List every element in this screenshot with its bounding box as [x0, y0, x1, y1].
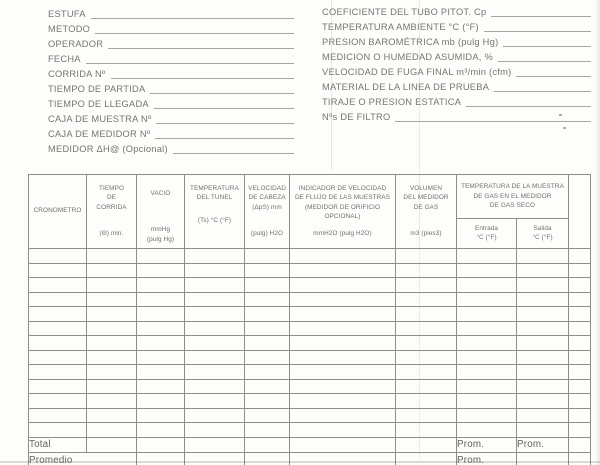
empty-cell[interactable]: [517, 365, 569, 380]
empty-cell[interactable]: [185, 321, 245, 336]
empty-cell[interactable]: [137, 336, 185, 351]
empty-cell[interactable]: [517, 452, 569, 465]
fill-line[interactable]: [484, 21, 591, 32]
fill-line[interactable]: [108, 38, 294, 49]
empty-cell[interactable]: [457, 423, 517, 438]
table-row: [29, 394, 591, 409]
empty-cell[interactable]: [569, 278, 591, 293]
field-tiempo-llegada: [48, 96, 294, 111]
scan-speck: [563, 127, 566, 129]
fill-line[interactable]: [494, 81, 591, 92]
data-table: [28, 174, 591, 465]
empty-cell[interactable]: [396, 423, 457, 438]
empty-cell[interactable]: [457, 394, 517, 409]
empty-cell[interactable]: [185, 365, 245, 380]
empty-cell[interactable]: [245, 423, 290, 438]
empty-cell[interactable]: [290, 394, 396, 409]
header-text: TEMPERATURA DEL TUNEL: [190, 184, 239, 201]
empty-cell[interactable]: [396, 292, 457, 307]
table-row: [29, 365, 591, 380]
empty-cell[interactable]: [457, 278, 517, 293]
empty-cell[interactable]: [290, 307, 396, 322]
header-unit: mmHg (pulg Hg): [146, 226, 175, 243]
fill-line[interactable]: [173, 143, 294, 154]
header-text: CRONOMETRO: [33, 207, 82, 215]
empty-cell[interactable]: [137, 379, 185, 394]
empty-cell[interactable]: [569, 394, 591, 409]
empty-cell[interactable]: [569, 423, 591, 438]
empty-cell[interactable]: [457, 408, 517, 423]
empty-cell[interactable]: [29, 408, 87, 423]
form-right-column: [322, 4, 591, 124]
form-left-column: [48, 6, 294, 156]
empty-cell[interactable]: [87, 263, 137, 278]
field-label: FECHA: [48, 54, 81, 64]
table-row: [29, 263, 591, 278]
empty-cell[interactable]: [87, 336, 137, 351]
empty-cell[interactable]: [457, 249, 517, 264]
field-presion-barometrica: [322, 34, 591, 49]
col-header-blank: [569, 175, 591, 249]
fill-line[interactable]: [498, 51, 591, 62]
empty-cell[interactable]: [87, 307, 137, 322]
empty-cell[interactable]: [137, 278, 185, 293]
empty-cell[interactable]: [569, 292, 591, 307]
header-unit: (Ts) °C (°F): [197, 216, 232, 224]
field-label: METODO: [48, 24, 91, 34]
empty-cell[interactable]: [569, 350, 591, 365]
col-header-temp-muestra-group: [457, 175, 569, 219]
empty-cell[interactable]: [290, 278, 396, 293]
field-label: OPERADOR: [48, 39, 104, 49]
empty-cell[interactable]: [245, 365, 290, 380]
empty-cell[interactable]: [87, 350, 137, 365]
empty-cell[interactable]: [29, 263, 87, 278]
header-row-main: [29, 175, 591, 219]
empty-cell[interactable]: [87, 249, 137, 264]
prom-label: Prom.: [457, 454, 485, 465]
promedio-label-cell: [29, 452, 137, 465]
col-header-temperatura-tunel: [185, 175, 245, 249]
empty-cell[interactable]: [185, 452, 245, 465]
empty-cell[interactable]: [29, 423, 87, 438]
empty-cell[interactable]: [29, 394, 87, 409]
empty-cell[interactable]: [87, 408, 137, 423]
fill-line[interactable]: [150, 83, 294, 94]
fill-line[interactable]: [154, 98, 294, 109]
empty-cell[interactable]: [245, 263, 290, 278]
empty-cell[interactable]: [87, 394, 137, 409]
table-row: [29, 249, 591, 264]
empty-cell[interactable]: [457, 336, 517, 351]
empty-cell[interactable]: [290, 379, 396, 394]
empty-cell[interactable]: [185, 336, 245, 351]
table-footer: [29, 437, 591, 465]
empty-cell[interactable]: [137, 307, 185, 322]
header-text: Entrada °C (°F): [474, 224, 499, 242]
field-fecha: [48, 51, 294, 66]
field-label: TIEMPO DE LLEGADA: [48, 99, 149, 109]
empty-cell[interactable]: [569, 263, 591, 278]
fill-line[interactable]: [516, 66, 591, 77]
empty-cell[interactable]: [290, 437, 396, 452]
fill-line[interactable]: [91, 8, 294, 19]
page-edge-shadow: [595, 0, 600, 465]
empty-cell[interactable]: [290, 350, 396, 365]
empty-cell[interactable]: [185, 307, 245, 322]
field-label: COEFICIENTE DEL TUBO PITOT. Cp: [322, 7, 487, 17]
table-row: [29, 408, 591, 423]
empty-cell[interactable]: [185, 350, 245, 365]
empty-cell[interactable]: [396, 321, 457, 336]
table-row: [29, 292, 591, 307]
field-label: PRESION BAROMÉTRICA mb (pulg Hg): [322, 37, 499, 47]
empty-cell[interactable]: [396, 379, 457, 394]
field-caja-medidor-no: [48, 126, 294, 141]
empty-cell[interactable]: [457, 307, 517, 322]
header-text: INDICADOR DE VELOCIDAD DE FLUJO DE LAS MUESTRAS (MEDIDOR DE ORIFICIO OPCIONAL): [294, 184, 391, 220]
empty-cell[interactable]: [457, 321, 517, 336]
header-text: VELOCIDAD DE CABEZA (ΔpS) mm: [248, 184, 286, 211]
field-operador: [48, 36, 294, 51]
field-label: CORRIDA Nº: [48, 69, 106, 79]
fill-line[interactable]: [155, 128, 294, 139]
field-label: VELOCIDAD DE FUGA FINAL m³/min (cfm): [322, 67, 512, 77]
field-tiempo-partida: [48, 81, 294, 96]
empty-cell[interactable]: [517, 394, 569, 409]
empty-cell[interactable]: [185, 394, 245, 409]
empty-cell[interactable]: [29, 278, 87, 293]
empty-cell[interactable]: [290, 321, 396, 336]
empty-cell[interactable]: [569, 379, 591, 394]
empty-cell[interactable]: [290, 336, 396, 351]
empty-cell[interactable]: [185, 249, 245, 264]
empty-cell[interactable]: [517, 379, 569, 394]
empty-cell[interactable]: [137, 408, 185, 423]
field-coeficiente-pitot: [322, 4, 591, 19]
empty-cell[interactable]: [396, 350, 457, 365]
empty-cell[interactable]: [396, 263, 457, 278]
field-metodo: [48, 21, 294, 36]
empty-cell[interactable]: [396, 278, 457, 293]
promedio-row: [29, 452, 591, 465]
empty-cell[interactable]: [185, 263, 245, 278]
fill-line[interactable]: [156, 113, 294, 124]
empty-cell[interactable]: [569, 365, 591, 380]
empty-cell[interactable]: [517, 278, 569, 293]
table-header: [29, 175, 591, 249]
field-label: MATERIAL DE LA LINEA DE PRUEBA: [322, 82, 490, 92]
fill-line[interactable]: [111, 68, 294, 79]
table-row: [29, 278, 591, 293]
col-header-volumen-medidor: [396, 175, 457, 249]
empty-cell[interactable]: [245, 437, 290, 452]
table-row: [29, 336, 591, 351]
field-estufa: [48, 6, 294, 21]
field-label: TIRAJE O PRESION ESTATICA: [322, 97, 462, 107]
empty-cell[interactable]: [245, 249, 290, 264]
table-row: [29, 350, 591, 365]
empty-cell[interactable]: [245, 278, 290, 293]
field-medicion-humedad: [322, 49, 591, 64]
empty-cell[interactable]: [569, 307, 591, 322]
empty-cell[interactable]: [517, 263, 569, 278]
field-label: CAJA DE MUESTRA Nº: [48, 114, 152, 124]
empty-cell[interactable]: [87, 365, 137, 380]
empty-cell[interactable]: [290, 292, 396, 307]
field-material-linea: [322, 79, 591, 94]
empty-cell[interactable]: [569, 408, 591, 423]
empty-cell[interactable]: [517, 321, 569, 336]
empty-cell[interactable]: [569, 249, 591, 264]
empty-cell[interactable]: [396, 452, 457, 465]
empty-cell[interactable]: [290, 408, 396, 423]
empty-cell[interactable]: [137, 263, 185, 278]
prom-label: Prom.: [517, 439, 545, 450]
empty-cell[interactable]: [245, 452, 290, 465]
empty-cell[interactable]: [290, 452, 396, 465]
field-medidor-dh: [48, 141, 294, 156]
empty-cell[interactable]: [87, 437, 137, 452]
empty-cell[interactable]: [457, 263, 517, 278]
empty-cell[interactable]: [137, 423, 185, 438]
prom-label: Prom.: [457, 439, 485, 450]
empty-cell[interactable]: [29, 249, 87, 264]
empty-cell[interactable]: [290, 263, 396, 278]
empty-cell[interactable]: [245, 336, 290, 351]
empty-cell[interactable]: [245, 379, 290, 394]
empty-cell[interactable]: [290, 249, 396, 264]
field-velocidad-fuga: [322, 64, 591, 79]
fill-line[interactable]: [466, 96, 591, 107]
header-text: TIEMPO DE CORRIDA: [96, 184, 127, 211]
field-tiraje-presion: [322, 94, 591, 109]
header-text: Salida °C (°F): [532, 224, 553, 242]
empty-cell[interactable]: [185, 278, 245, 293]
empty-cell[interactable]: [245, 350, 290, 365]
promedio-label: Promedio: [29, 454, 73, 465]
empty-cell[interactable]: [245, 394, 290, 409]
header-unit: m3 (pies3): [410, 230, 442, 237]
fill-line[interactable]: [491, 6, 591, 17]
empty-cell[interactable]: [87, 379, 137, 394]
total-label: Total: [29, 439, 51, 450]
empty-cell[interactable]: [290, 365, 396, 380]
empty-cell[interactable]: [569, 437, 591, 452]
empty-cell[interactable]: [245, 307, 290, 322]
empty-cell[interactable]: [137, 452, 185, 465]
empty-cell[interactable]: [517, 292, 569, 307]
header-text: VOLUMEN DEL MEDIDOR DE GAS: [403, 184, 449, 211]
empty-cell[interactable]: [396, 394, 457, 409]
empty-cell[interactable]: [87, 292, 137, 307]
empty-cell[interactable]: [396, 307, 457, 322]
col-header-velocidad-cabeza: [245, 175, 290, 249]
empty-cell[interactable]: [137, 350, 185, 365]
total-label-cell: [29, 437, 87, 452]
empty-cell[interactable]: [396, 437, 457, 452]
empty-cell[interactable]: [457, 379, 517, 394]
empty-cell[interactable]: [29, 321, 87, 336]
empty-cell[interactable]: [569, 336, 591, 351]
field-corrida-no: [48, 66, 294, 81]
field-label: MEDIDOR ΔH@ (Opcional): [48, 144, 168, 154]
empty-cell[interactable]: [457, 365, 517, 380]
table-row: [29, 423, 591, 438]
empty-cell[interactable]: [517, 408, 569, 423]
empty-cell[interactable]: [290, 423, 396, 438]
empty-cell[interactable]: [245, 321, 290, 336]
empty-cell[interactable]: [29, 365, 87, 380]
empty-cell[interactable]: [457, 292, 517, 307]
empty-cell[interactable]: [396, 365, 457, 380]
empty-cell[interactable]: [396, 336, 457, 351]
empty-cell[interactable]: [29, 336, 87, 351]
empty-cell[interactable]: [245, 292, 290, 307]
prom-entrada-promedio-cell: [457, 452, 517, 465]
empty-cell[interactable]: [185, 437, 245, 452]
col-header-salida: [517, 218, 569, 248]
field-label: MEDICION O HUMEDAD ASUMIDA, %: [322, 52, 493, 62]
empty-cell[interactable]: [569, 321, 591, 336]
table-row: [29, 321, 591, 336]
total-row: [29, 437, 591, 452]
fill-line[interactable]: [95, 23, 294, 34]
prom-entrada-total-cell: [457, 437, 517, 452]
fill-line[interactable]: [503, 36, 591, 47]
empty-cell[interactable]: [185, 423, 245, 438]
field-temperatura-ambiente: [322, 19, 591, 34]
empty-cell[interactable]: [137, 249, 185, 264]
table-row: [29, 307, 591, 322]
empty-cell[interactable]: [517, 336, 569, 351]
empty-cell[interactable]: [185, 292, 245, 307]
empty-cell[interactable]: [87, 278, 137, 293]
fill-line[interactable]: [395, 111, 591, 122]
field-label: CAJA DE MEDIDOR Nº: [48, 129, 151, 139]
empty-cell[interactable]: [517, 307, 569, 322]
empty-cell[interactable]: [137, 394, 185, 409]
empty-cell[interactable]: [517, 249, 569, 264]
empty-cell[interactable]: [137, 321, 185, 336]
col-header-indicador-velocidad: [290, 175, 396, 249]
empty-cell[interactable]: [29, 307, 87, 322]
col-header-entrada: [457, 218, 517, 248]
field-label: TEMPERATURA AMBIENTE °C (°F): [322, 22, 479, 32]
empty-cell[interactable]: [517, 350, 569, 365]
table-row: [29, 379, 591, 394]
empty-cell[interactable]: [517, 423, 569, 438]
empty-cell[interactable]: [185, 379, 245, 394]
empty-cell[interactable]: [87, 321, 137, 336]
header-unit: (pulg) H2O: [250, 230, 284, 237]
empty-cell[interactable]: [457, 350, 517, 365]
field-label: TIEMPO DE PARTIDA: [48, 84, 146, 94]
empty-cell[interactable]: [396, 249, 457, 264]
col-header-vacio: [137, 175, 185, 249]
header-text: VACIO: [150, 190, 171, 197]
field-label: ESTUFA: [48, 9, 86, 19]
empty-cell[interactable]: [29, 292, 87, 307]
header-unit: (Θ) min.: [99, 230, 124, 237]
prom-salida-total-cell: [517, 437, 569, 452]
empty-cell[interactable]: [137, 292, 185, 307]
table-body: [29, 249, 591, 438]
col-header-cronometro: [29, 175, 87, 249]
empty-cell[interactable]: [87, 423, 137, 438]
empty-cell[interactable]: [396, 408, 457, 423]
header-unit: mmH2O (pulg H2O): [313, 230, 372, 237]
empty-cell[interactable]: [29, 379, 87, 394]
empty-cell[interactable]: [569, 452, 591, 465]
header-text: TEMPERATURA DE LA MUESTRA DE GAS EN EL MEDIDOR DE GAS SECO: [461, 183, 564, 210]
field-label: Nºs DE FILTRO: [322, 112, 391, 122]
fill-line[interactable]: [86, 53, 294, 64]
empty-cell[interactable]: [137, 437, 185, 452]
field-nos-filtro: [322, 109, 591, 124]
empty-cell[interactable]: [185, 408, 245, 423]
empty-cell[interactable]: [245, 408, 290, 423]
field-caja-muestra-no: [48, 111, 294, 126]
col-header-tiempo-corrida: [87, 175, 137, 249]
empty-cell[interactable]: [29, 350, 87, 365]
empty-cell[interactable]: [137, 365, 185, 380]
